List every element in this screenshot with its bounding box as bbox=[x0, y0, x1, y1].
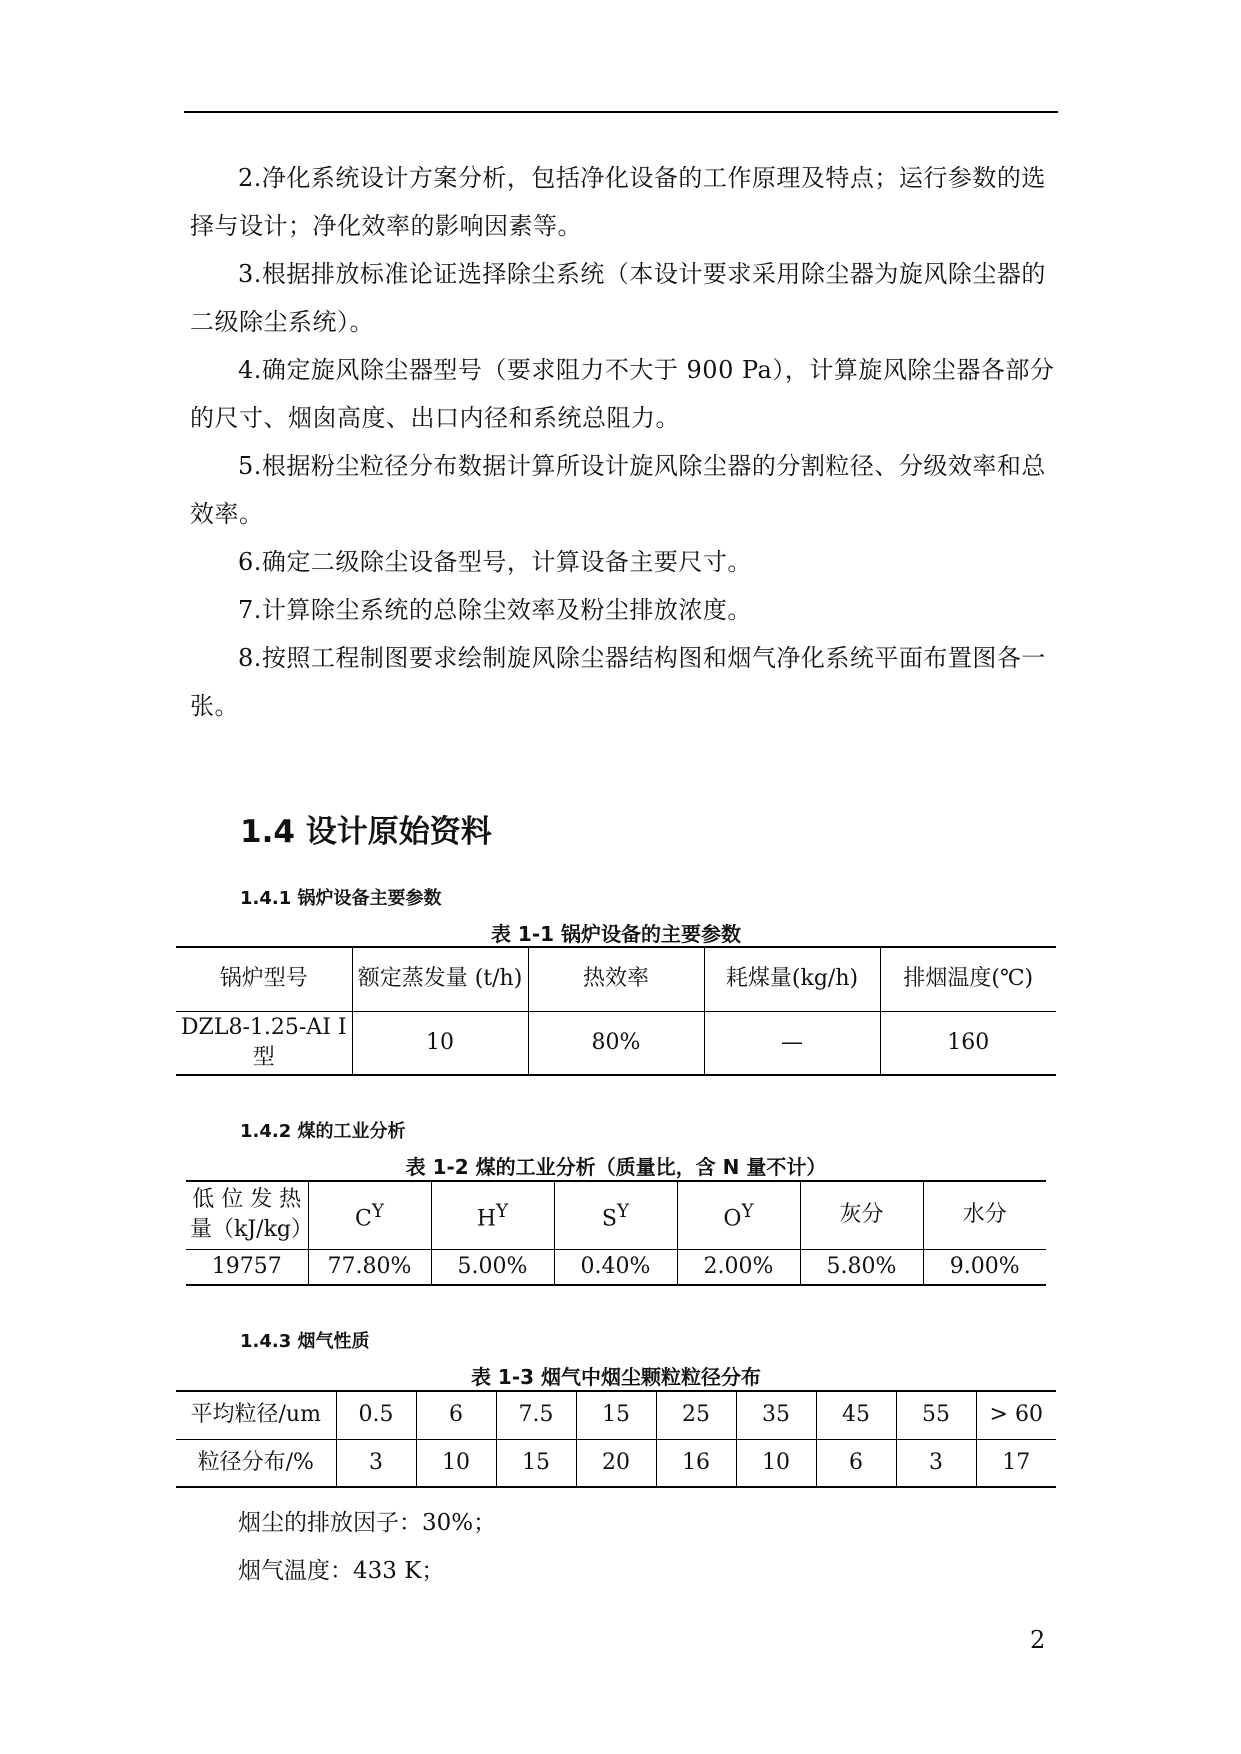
table-header-cell: 锅炉型号 bbox=[176, 947, 352, 1011]
table-header-cell: 低 位 发 热 量（kJ/kg） bbox=[186, 1181, 308, 1249]
table-cell: 15 bbox=[496, 1439, 576, 1487]
paragraph-2: 2.净化系统设计方案分析，包括净化设备的工作原理及特点；运行参数的选择与设计；净化效率的影响因素等。 bbox=[190, 164, 1046, 240]
paragraph-6: 6.确定二级除尘设备型号，计算设备主要尺寸。 bbox=[238, 548, 752, 576]
element-symbol: C bbox=[355, 1205, 372, 1231]
table1-caption: 表 1-1 锅炉设备的主要参数 bbox=[490, 922, 742, 946]
table-row bbox=[176, 1391, 1056, 1439]
table-cell: 6 bbox=[816, 1439, 896, 1487]
subsection-1-4-2: 1.4.2 煤的工业分析 bbox=[240, 1121, 406, 1142]
table-cell: 55 bbox=[896, 1391, 976, 1439]
table-cell: 35 bbox=[736, 1391, 816, 1439]
table-header-cell bbox=[677, 1181, 800, 1249]
table-cell: 17 bbox=[976, 1439, 1056, 1487]
section-title: 1.4 设计原始资料 bbox=[240, 814, 492, 850]
table-cell: > 60 bbox=[976, 1391, 1056, 1439]
table-cell: 19757 bbox=[186, 1249, 308, 1285]
table-cell: 10 bbox=[416, 1439, 496, 1487]
superscript: Y bbox=[741, 1200, 754, 1222]
table-cell: — bbox=[704, 1011, 880, 1075]
flue-gas-temperature-line: 烟气温度：433 K； bbox=[238, 1558, 445, 1584]
table-cell: 10 bbox=[352, 1011, 528, 1075]
table-header-cell bbox=[308, 1181, 431, 1249]
table-header-row bbox=[176, 947, 1056, 1011]
superscript: Y bbox=[371, 1200, 384, 1222]
element-symbol: H bbox=[476, 1205, 497, 1231]
table-cell: 3 bbox=[336, 1439, 416, 1487]
table-header-cell: 额定蒸发量 (t/h) bbox=[352, 947, 528, 1011]
table-cell: 20 bbox=[576, 1439, 656, 1487]
table-cell: 5.80% bbox=[800, 1249, 923, 1285]
page-number: 2 bbox=[1030, 1626, 1046, 1654]
table-header-row bbox=[186, 1181, 1046, 1249]
subsection-1-4-3: 1.4.3 烟气性质 bbox=[240, 1331, 370, 1352]
table-cell: 25 bbox=[656, 1391, 736, 1439]
table-cell: 80% bbox=[528, 1011, 704, 1075]
table3-caption: 表 1-3 烟气中烟尘颗粒粒径分布 bbox=[470, 1365, 762, 1389]
table-cell: 10 bbox=[736, 1439, 816, 1487]
table-cell: 0.40% bbox=[554, 1249, 677, 1285]
table-header-cell: 热效率 bbox=[528, 947, 704, 1011]
subsection-1-4-1: 1.4.1 锅炉设备主要参数 bbox=[240, 888, 442, 909]
table-cell: 16 bbox=[656, 1439, 736, 1487]
table-header-cell: 水分 bbox=[923, 1181, 1046, 1249]
paragraph-4: 4.确定旋风除尘器型号（要求阻力不大于 900 Pa），计算旋风除尘器各部分的尺寸、烟囱高度、出口内径和系统总阻力。 bbox=[190, 356, 1055, 432]
table2-caption: 表 1-2 煤的工业分析（质量比，含 N 量不计） bbox=[405, 1155, 827, 1179]
table-header-cell: 耗煤量(kg/h) bbox=[704, 947, 880, 1011]
superscript: Y bbox=[496, 1200, 509, 1222]
table-header-cell: 排烟温度(℃) bbox=[880, 947, 1056, 1011]
table-header-cell bbox=[431, 1181, 554, 1249]
paragraph-8: 8.按照工程制图要求绘制旋风除尘器结构图和烟气净化系统平面布置图各一张。 bbox=[190, 644, 1046, 720]
table-cell: 77.80% bbox=[308, 1249, 431, 1285]
table-header-cell: 灰分 bbox=[800, 1181, 923, 1249]
table-cell: 6 bbox=[416, 1391, 496, 1439]
table-cell: 9.00% bbox=[923, 1249, 1046, 1285]
table-cell: 3 bbox=[896, 1439, 976, 1487]
paragraph-5: 5.根据粉尘粒径分布数据计算所设计旋风除尘器的分割粒径、分级效率和总效率。 bbox=[190, 452, 1046, 528]
header-rule bbox=[184, 111, 1058, 113]
table-cell: 15 bbox=[576, 1391, 656, 1439]
table-cell: 0.5 bbox=[336, 1391, 416, 1439]
paragraph-3: 3.根据排放标准论证选择除尘系统（本设计要求采用除尘器为旋风除尘器的二级除尘系统）。 bbox=[190, 260, 1046, 336]
table-row bbox=[176, 1011, 1056, 1075]
table-cell: 7.5 bbox=[496, 1391, 576, 1439]
table-cell: 160 bbox=[880, 1011, 1056, 1075]
particle-size-table bbox=[176, 1390, 1056, 1488]
table-row bbox=[186, 1249, 1046, 1285]
coal-analysis-table bbox=[186, 1180, 1046, 1286]
table-cell: 45 bbox=[816, 1391, 896, 1439]
boiler-table bbox=[176, 946, 1056, 1076]
table-header-cell: 粒径分布/% bbox=[176, 1439, 336, 1487]
table-cell: DZL8-1.25-AI I 型 bbox=[176, 1011, 352, 1075]
element-symbol: S bbox=[601, 1205, 617, 1231]
table-cell: 5.00% bbox=[431, 1249, 554, 1285]
table-header-cell bbox=[554, 1181, 677, 1249]
table-header-cell: 平均粒径/um bbox=[176, 1391, 336, 1439]
table-row bbox=[176, 1439, 1056, 1487]
table-cell: 2.00% bbox=[677, 1249, 800, 1285]
superscript: Y bbox=[616, 1200, 630, 1222]
paragraph-7: 7.计算除尘系统的总除尘效率及粉尘排放浓度。 bbox=[238, 596, 752, 624]
element-symbol: O bbox=[723, 1205, 742, 1231]
emission-factor-line: 烟尘的排放因子：30%； bbox=[238, 1510, 497, 1536]
